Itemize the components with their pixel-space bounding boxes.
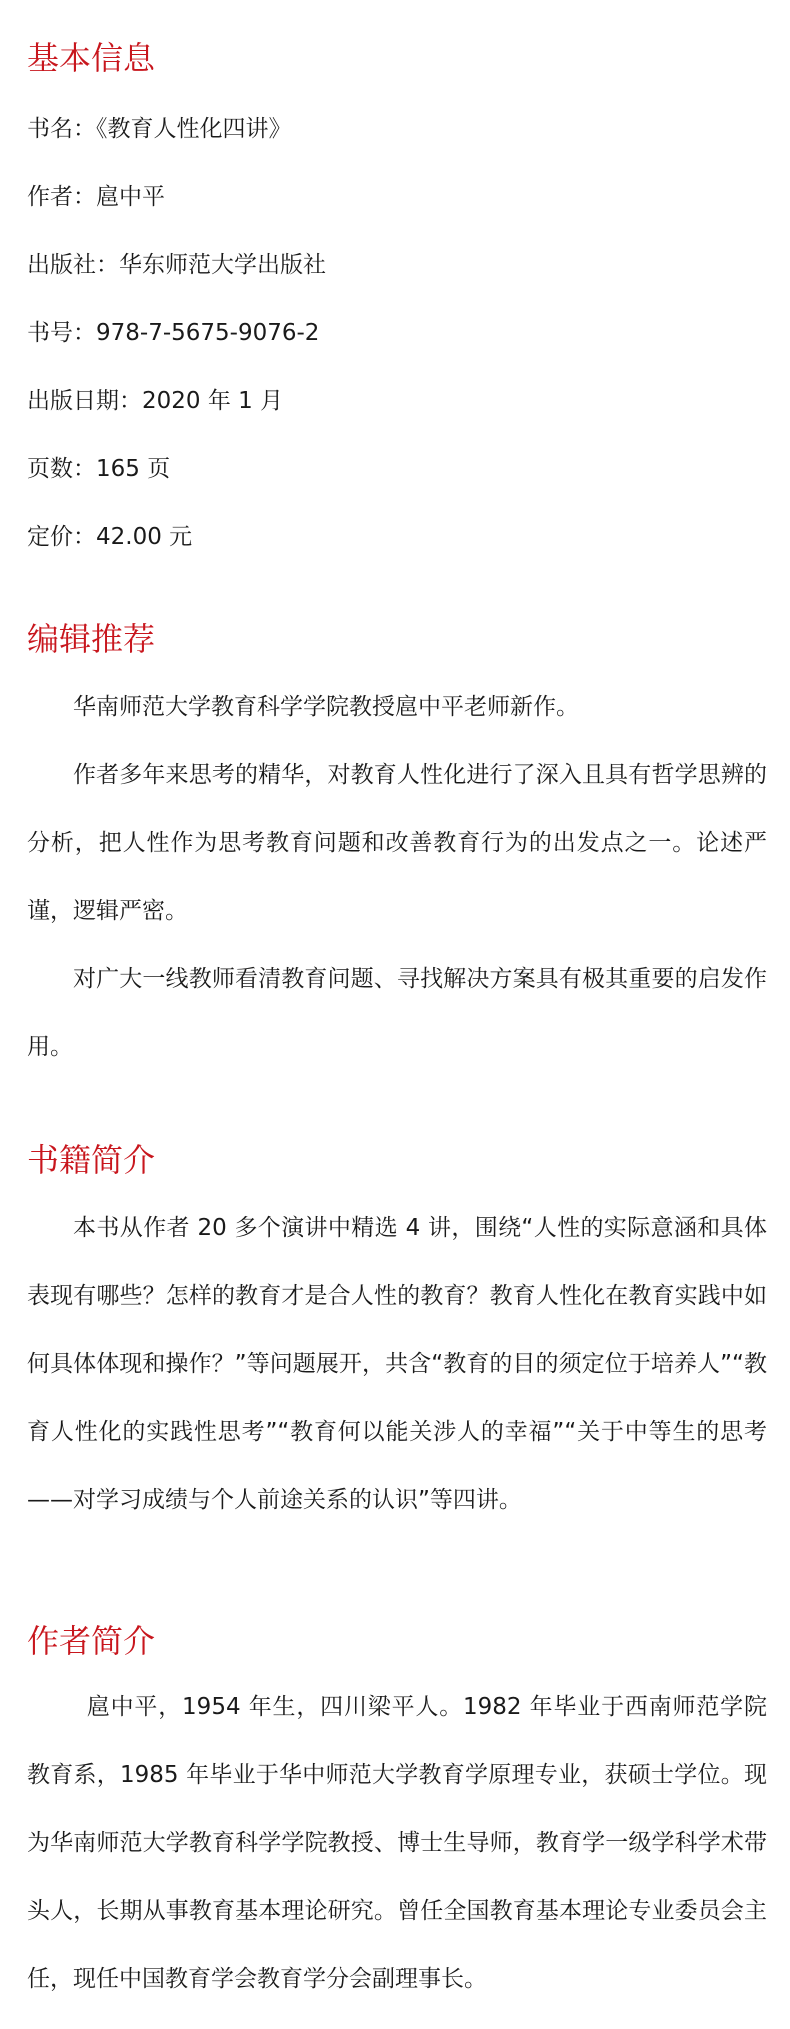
book-author-line: 作者：扈中平 [27,184,165,210]
book-intro-heading: 书籍简介 [27,1141,156,1179]
book-intro-paragraph: 本书从作者 20 多个演讲中精选 4 讲，围绕“人性的实际意涵和具体表现有哪些？怎样的教育才是合人性的教育？教育人性化在教育实践中如何具体体现和操作？”等问题展开，共含“教育的目的须定位于培养人”“教育人性化的实践性思考”“教育何以能关涉人的幸福”“关于中等生的思考——对学习成绩与个人前途关系的认识”等四讲。 [27,1215,767,1513]
author-bio-heading: 作者简介 [27,1622,156,1660]
book-publisher-line: 出版社：华东师范大学出版社 [27,252,326,278]
editor-paragraph-2: 作者多年来思考的精华，对教育人性化进行了深入且具有哲学思辨的分析，把人性作为思考教育问题和改善教育行为的出发点之一。论述严谨，逻辑严密。 [27,762,767,924]
editor-paragraph-1: 华南师范大学教育科学学院教授扈中平老师新作。 [73,694,579,720]
book-price-line: 定价：42.00 元 [27,524,193,550]
editor-paragraph-3: 对广大一线教师看清教育问题、寻找解决方案具有极其重要的启发作用。 [27,966,767,1060]
book-isbn-line: 书号：978-7-5675-9076-2 [27,320,320,346]
basic-info-heading: 基本信息 [27,39,156,77]
book-date-line: 出版日期：2020 年 1 月 [27,388,284,414]
book-pages-line: 页数：165 页 [27,456,171,482]
author-bio-paragraph: 扈中平，1954 年生，四川梁平人。1982 年毕业于西南师范学院教育系，1985 年毕业于华中师范大学教育学原理专业，获硕士学位。现为华南师范大学教育科学学院教授、博士生导师，教育学一级学科学术带头人，长期从事教育基本理论研究。曾任全国教育基本理论专业委员会主任，现任中国教育学会教育学分会副理事长。 [27,1694,767,1992]
editor-recommend-heading: 编辑推荐 [27,620,156,658]
book-title-line: 书名：《教育人性化四讲》 [27,116,292,142]
